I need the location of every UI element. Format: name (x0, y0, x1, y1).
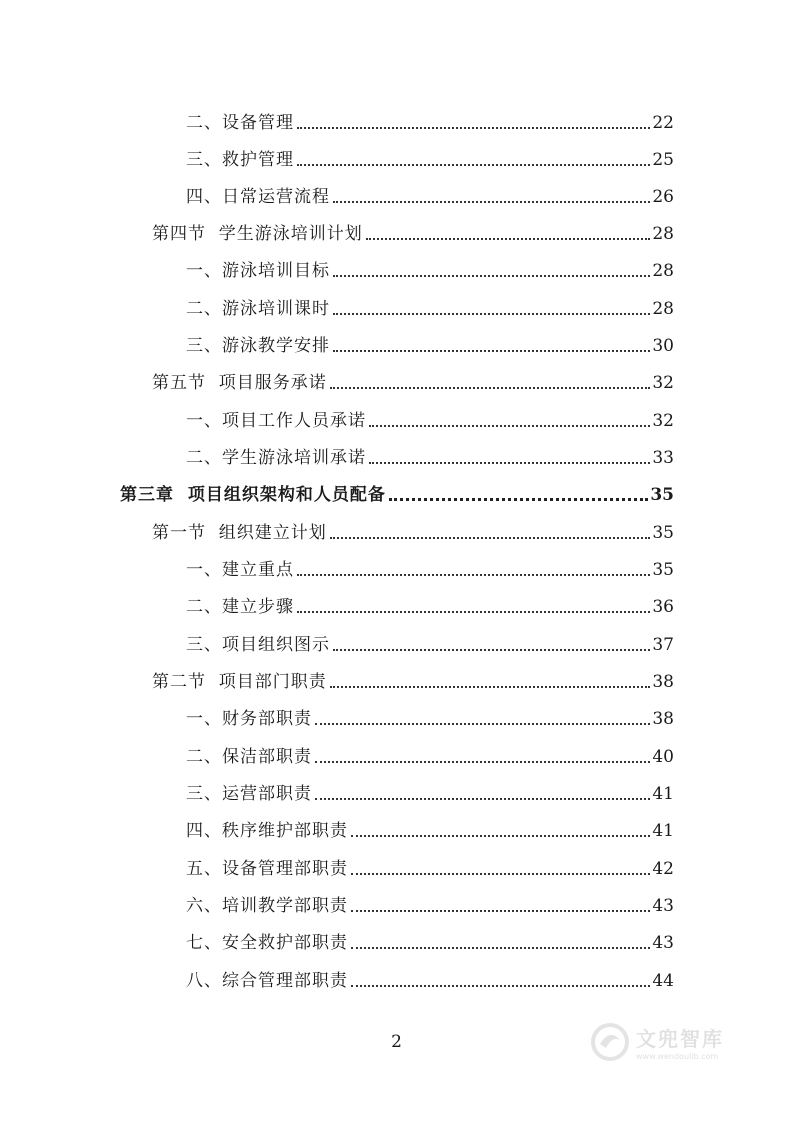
toc-entry-page: 38 (652, 672, 674, 692)
toc-entry-page: 43 (652, 933, 674, 953)
watermark-url: www.wendoulib.com (636, 1052, 719, 1061)
toc-entry-page: 41 (652, 784, 674, 804)
toc-entry-label: 第二节 项目部门职责 (152, 672, 327, 692)
toc-entry[interactable] (186, 180, 674, 208)
toc-entry-page: 42 (652, 859, 674, 879)
dot-leader (366, 238, 651, 240)
toc-entry-page: 35 (650, 485, 674, 505)
dot-leader (333, 649, 650, 651)
page-number: 2 (391, 1032, 402, 1052)
toc-entry-label: 一、项目工作人员承诺 (186, 411, 366, 431)
wendou-logo-icon (590, 1022, 630, 1062)
toc-entry-label: 三、运营部职责 (186, 784, 312, 804)
toc-entry-label: 五、设备管理部职责 (186, 859, 348, 879)
dot-leader (369, 462, 650, 464)
dot-leader (333, 201, 650, 203)
dot-leader (351, 985, 650, 987)
toc-entry-page: 32 (652, 373, 674, 393)
dot-leader (315, 761, 650, 763)
dot-leader (333, 350, 650, 352)
toc-entry-label: 四、日常运营流程 (186, 187, 330, 207)
toc-entry-page: 32 (652, 411, 674, 431)
toc-entry-label: 第一节 组织建立计划 (152, 523, 327, 543)
toc-entry-page: 25 (652, 150, 674, 170)
toc-entry-label: 第三章 项目组织架构和人员配备 (120, 485, 386, 505)
toc-entry-page: 37 (652, 635, 674, 655)
toc-entry-label: 第五节 项目服务承诺 (152, 373, 327, 393)
toc-entry-label: 一、建立重点 (186, 560, 294, 580)
toc-entry-label: 二、学生游泳培训承诺 (186, 448, 366, 468)
toc-entry[interactable] (152, 366, 674, 394)
toc-entry[interactable] (186, 814, 674, 842)
toc-entry[interactable] (186, 143, 674, 171)
toc-entry[interactable] (186, 329, 674, 357)
toc-entry-page: 44 (652, 971, 674, 991)
toc-entry[interactable] (186, 889, 674, 917)
dot-leader (389, 498, 648, 501)
dot-leader (315, 798, 650, 800)
toc-entry[interactable] (186, 964, 674, 992)
toc-entry-page: 41 (652, 821, 674, 841)
toc-entry[interactable] (186, 740, 674, 768)
toc-chapter-entry[interactable] (120, 478, 674, 506)
toc-entry[interactable] (186, 926, 674, 954)
dot-leader (351, 835, 650, 837)
toc-entry-label: 二、建立步骤 (186, 597, 294, 617)
toc-entry[interactable] (186, 292, 674, 320)
toc-entry[interactable] (186, 777, 674, 805)
watermark-title: 文兜智库 (636, 1027, 724, 1051)
toc-entry-page: 30 (652, 336, 674, 356)
toc-entry[interactable] (186, 852, 674, 880)
toc-entry[interactable] (186, 254, 674, 282)
dot-leader (351, 910, 650, 912)
dot-leader (330, 537, 651, 539)
toc-entry[interactable] (152, 516, 674, 544)
dot-leader (330, 686, 651, 688)
dot-leader (297, 611, 650, 613)
toc-entry[interactable] (186, 106, 674, 134)
toc-entry-label: 二、保洁部职责 (186, 747, 312, 767)
dot-leader (297, 574, 650, 576)
dot-leader (330, 387, 651, 389)
toc-entry[interactable] (186, 404, 674, 432)
toc-entry-label: 一、财务部职责 (186, 709, 312, 729)
toc-entry-page: 35 (652, 523, 674, 543)
toc-entry-page: 36 (652, 597, 674, 617)
toc-entry-label: 六、培训教学部职责 (186, 896, 348, 916)
dot-leader (297, 164, 650, 166)
toc-entry-label: 二、设备管理 (186, 113, 294, 133)
toc-entry-label: 三、游泳教学安排 (186, 336, 330, 356)
dot-leader (351, 873, 650, 875)
toc-entry-page: 28 (652, 261, 674, 281)
toc-entry-label: 一、游泳培训目标 (186, 261, 330, 281)
toc-entry[interactable] (152, 217, 674, 245)
toc-entry-page: 33 (652, 448, 674, 468)
toc-entry[interactable] (186, 441, 674, 469)
toc-entry-page: 28 (652, 224, 674, 244)
toc-entry-page: 35 (652, 560, 674, 580)
dot-leader (333, 313, 650, 315)
toc-entry-page: 38 (652, 709, 674, 729)
toc-entry[interactable] (186, 590, 674, 618)
toc-entry-label: 四、秩序维护部职责 (186, 821, 348, 841)
dot-leader (333, 275, 650, 277)
toc-entry-page: 43 (652, 896, 674, 916)
toc-entry-label: 第四节 学生游泳培训计划 (152, 224, 363, 244)
toc-entry[interactable] (186, 702, 674, 730)
toc-entry-label: 八、综合管理部职责 (186, 971, 348, 991)
toc-entry[interactable] (186, 628, 674, 656)
toc-entry-page: 28 (652, 299, 674, 319)
dot-leader (351, 947, 650, 949)
toc-entry-label: 二、游泳培训课时 (186, 299, 330, 319)
toc-entry[interactable] (152, 665, 674, 693)
toc-entry[interactable] (186, 553, 674, 581)
toc-entry-page: 26 (652, 187, 674, 207)
dot-leader (297, 127, 650, 129)
toc-entry-label: 七、安全救护部职责 (186, 933, 348, 953)
dot-leader (369, 425, 650, 427)
dot-leader (315, 723, 650, 725)
watermark (590, 1012, 760, 1072)
toc-entry-label: 三、救护管理 (186, 150, 294, 170)
toc-entry-page: 22 (652, 113, 674, 133)
toc-entry-page: 40 (652, 747, 674, 767)
toc-entry-label: 三、项目组织图示 (186, 635, 330, 655)
